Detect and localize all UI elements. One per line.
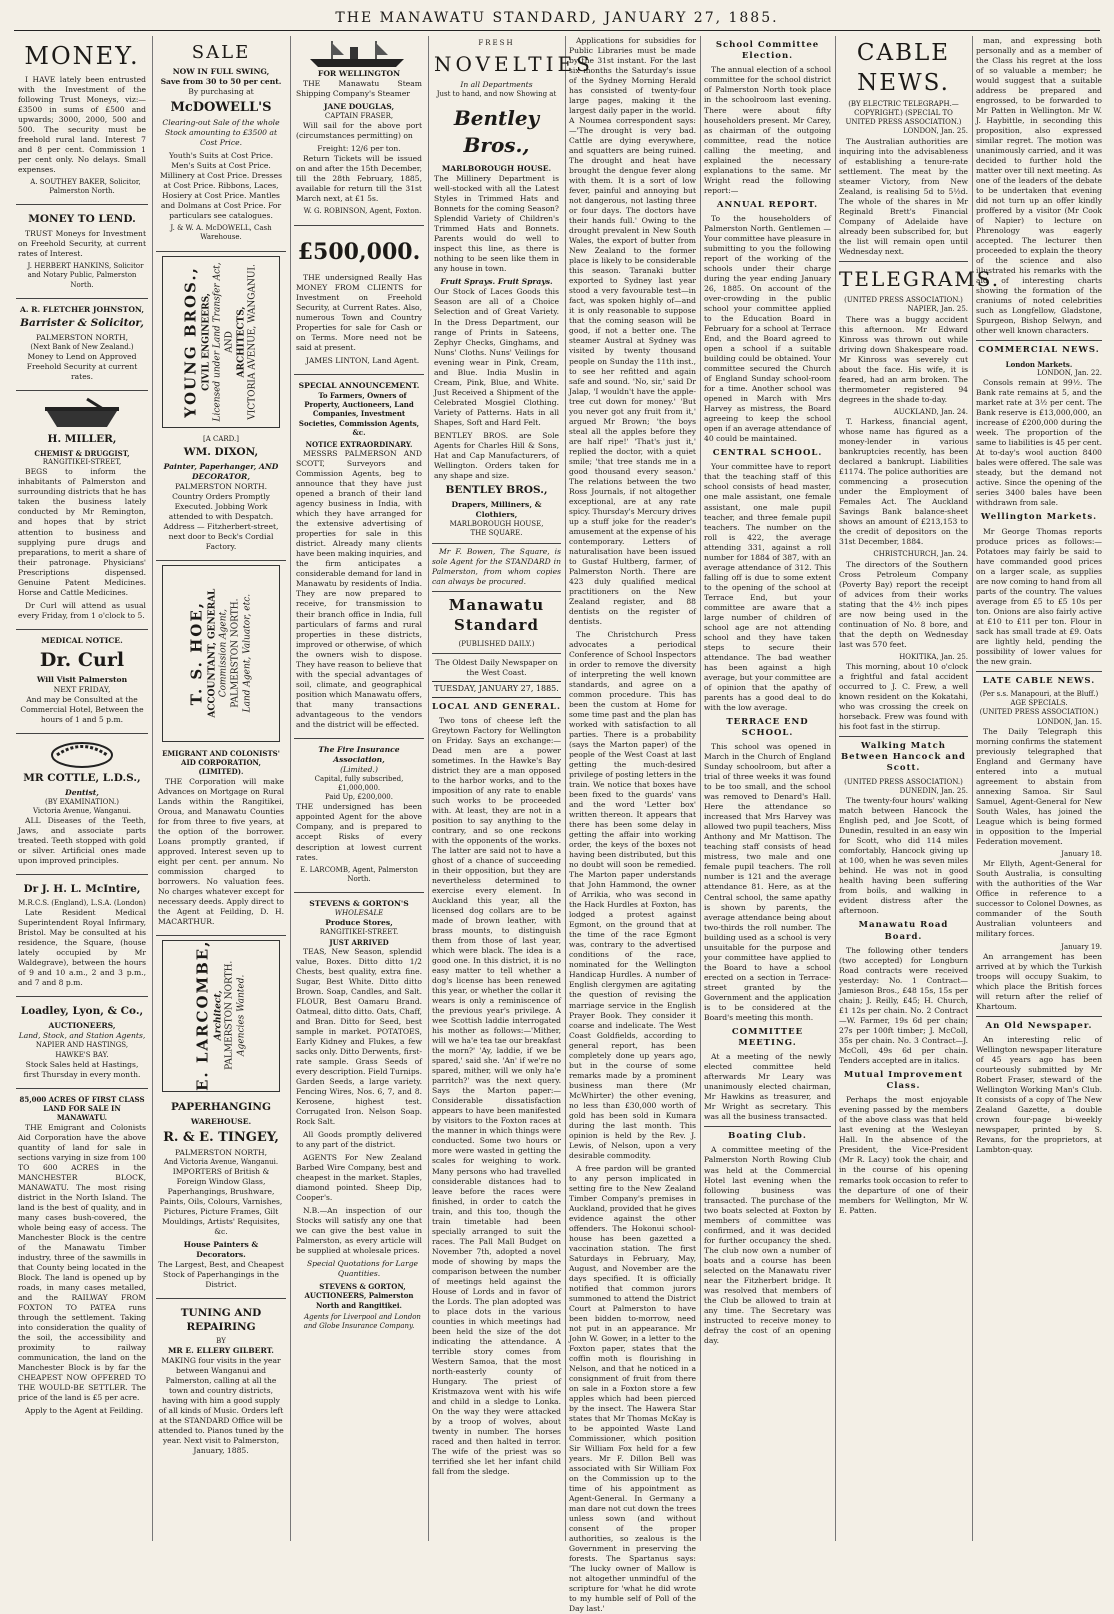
column-3 <box>294 36 424 1541</box>
ad-fletcher <box>16 302 148 391</box>
ad-arrived: JUST ARRIVED <box>329 937 389 947</box>
column-rule <box>428 36 429 1541</box>
dentures-illustration <box>47 740 117 770</box>
article-body: An interesting relic of Wellington newspaper literature of 45 years ago has been courteously submitted by Mr Robert Fraser, steward of the Wellington Working Man's Club. It consists of a copy of The New Zealand Gazette, a double crown four-page bi-weekly newspaper, printed by S. Revans, for the proprietors, at Lambton-quay. <box>976 1035 1102 1155</box>
ad-place: PALMERSTON NORTH, <box>35 332 129 342</box>
section-title: Boating Club. <box>728 1131 807 1142</box>
ad-notice-title: NOTICE EXTRAORDINARY. <box>305 440 413 450</box>
ad-subtitle: AUCTIONEERS, <box>48 1021 116 1031</box>
ad-hoe <box>162 565 280 742</box>
masthead: THE MANAWATU STANDARD, JANUARY 27, 1885. <box>335 10 779 26</box>
ad-subtitle: To Farmers, Owners of Property, Auctioneers, Land Companies, Investment Societies, Commission Agents, &c. <box>298 390 420 437</box>
section-title: Manawatu Road Board. <box>858 920 949 942</box>
ad-tag: House Painters & Decorators. <box>183 1240 259 1260</box>
column-rule <box>972 36 973 1541</box>
ad-title: SPECIAL ANNOUNCEMENT. <box>298 380 420 390</box>
ad-drapers: Drapers, Milliners, & Clothiers, <box>451 499 542 519</box>
ad-body: Country Orders Promptly Executed. Jobbing Work attended to with Despatch. Address — Fitzherbert-street, next door to Beck's Cordial Factory. <box>163 491 279 551</box>
section-title: An Old Newspaper. <box>985 1020 1093 1031</box>
article-body: Your committee have to report that the teaching staff of this school consists of head master, one male assistant, one female assistant, one male pupil teacher, and three female pupil teachers. The number on the roll is 422, the average attending 331, against a roll number for 1884 of 387, with an average attendance of 312. This falling off is due to some extent to the opening of the school at Terrace End, but your committee are aware that a large number of children of school age are not attending school and they have taken steps to secure their attendance. The bad weather has been against a high average, but your committee are of opinion that the apathy of parents has a good deal to do with the low average. <box>704 462 831 712</box>
section-sub: (UNITED PRESS ASSOCIATION.) <box>844 296 963 305</box>
article-body: The Australian authorities are inquiring into the advisableness of establishing a tenure-rate settlement. The meat by the steamer Victory, from New Zealand, is realising 5d to 5½d. The whole of the shares in Mr Reginald Brett's Financial Company of Adelaide have already been subscribed for, but the list will remain open until Wednesday next. <box>839 136 968 256</box>
ad-line: Commission Agent, <box>219 609 230 698</box>
dateline: CHRISTCHURCH, Jan. 24. <box>873 550 968 559</box>
dateline: LONDON, Jan. 22. <box>1036 368 1102 377</box>
article-body: Two tons of cheese left the Greytown Factory for Wellington on Friday. Says an exchange:—Dead men are a power sometimes. In the Hawke's Bay district they are a man opposed to the harbor works, and to the imposition of any rate to enable such works to be proceeded with. At least, they are not in a position to say anything to the contrary, and so one reckons with the opponents of the works. The latter are said not to have a ghost of a chance of succeeding in their opposition, but they are nevertheless determined to exercise every element. In Auckland this year, all the licensed dog collars are to be made of brown leather, with brass mounts, to distinguish them from those of last year, which were black. The idea is a good one. In this district, it is no easy matter to tell whether a dog's license has been renewed this year, or whether the collar it wears is only a reminiscence of the previous year's privilege. A wee Scottish laddie interrogated his mother as follows:—'Mither, will we ha'e tea tae our breakfast the morn?' 'Ay, laddie, if we be spared,' said she. 'An' if we're no spared, mither, will we only ha'e parritch?' was the next query. Says the Marton paper:—Considerable dissatisfaction appears to have been manifested by visitors to the Foxton races at the manner in which things were conducted. Some two hours or more were wasted in getting the scales for weighing to work. Many persons who had travelled considerable distances had to leave before the races were finished, in order to catch the train, and this too, though the train timetable had been specially arranged to suit the races. The Pall Mall Budget on November 7th, adopted a novel mode of showing by maps the comparison between the number of meetings held against the House of Lords and in favor of the Lords. The plan adopted was to place dots in the various counties in which meetings had been held the size of the dot indicating the attendance. A terrible story comes from Western Samoa, that the most north-easterly county of Hungary. The priest of Kristmazova went with his wife and child in a sledge to Lonka. On the way they were attacked by a troop of wolves, about twenty in number. The horses raced and then halted in terror. The wife of the priest was so terrified she let her infant child fall from the sledge. <box>432 715 561 1476</box>
ad-line: PALMERSTON NORTH. <box>224 961 235 1071</box>
ad-body: THE undersigned has been appointed Agent for the above Company, and is prepared to accept Risks of every description at lowest current rates. <box>296 802 422 862</box>
ad-line: CIVIL ENGINEERS, <box>201 292 212 391</box>
ad-lend <box>16 208 148 299</box>
article-body: Applications for subsidies for Public Libraries must be made by the 31st instant. For the last six months the Saturday's issue of the Sydney Morning Herald has consisted of twenty-four large pages, making it the largest daily paper in the world. A Noumea correspondent says:—'The drought is very bad. Cattle are dying everywhere, and squatters are being ruined. The drought and heat have brought the dengue fever along with them. It is a sort of low fever, painful and annoying but not dangerous, not lasting three or four days. The doctors have their hands full.' Owing to the drought prevalent in New South Wales, the export of butter from New Zealand to the former place is likely to be considerable this season. Taranaki butter exported to Sydney last year stood a very favourable test—in fact, was spoken highly of—and it is only reasonable to suppose that the coming season will be good, if not a better one. The steamer Austral at Sydney was visited by twenty thousand people on Sunday the 11th inst., to see her refitted and again safe and sound. 'No, sir,' said Dr Jalap, 'I wouldn't have the apple-tree cut down for money.' 'But you never got any fruit from it,' argued Mr Brown; 'the boys steal all the apples before they are half ripe!' 'That's just it,' replied the doctor, with a quiet smile; 'that tree stands me in a good thousand every season.' The relations between the two Ross Journals, if not altogether exceptional, are at any rate spicy. Thursday's Mercury drives up a stuff joke for the reader's amusement at the expense of his contemporary. Letters of naturalisation have been issued to Gustaf Hultberg, farmer, of Palmerston North. There are 423 duly qualified medical practitioners on the New Zealand register, and 88 dentists on the register of dentists. <box>569 36 696 626</box>
section-rule <box>976 1016 1102 1017</box>
column-1 <box>16 36 148 1541</box>
ad-stores: Produce Stores, <box>325 918 393 928</box>
ad-title: WM. DIXON, <box>183 445 259 458</box>
ad-title: YOUNG BROS., <box>182 265 201 418</box>
article-body: The annual election of a school committee for the school district of Palmerston North took place in the schoolroom last evening. There were about fifty householders present. Mr Carey, as chairman of the outgoing committee, read the notice calling the meeting, and explained the necessary explanations to the same. Mr Wright read the following report:— <box>704 65 831 195</box>
dateline: LONDON, Jan. 25. <box>902 127 968 136</box>
column-rule <box>835 36 836 1541</box>
ad-line: ARCHITECTS, <box>236 306 247 378</box>
ad-gilbert <box>156 1302 286 1464</box>
article-body: A committee meeting of the Palmerston North Rowing Club was held at the Commercial Hotel last evening when the following business was transacted. The purchase of the two boats selected at Foxton by members of committee was confirmed, and it was decided for further occupancy the shed. The club now own a number of boats and a course has been selected on the Manawatu river near the Fitzherbert bridge. It was resolved that members of the Club be allowed to train at any time. The Secretary was instructed to receive money to defray the cost of an opening day. <box>704 1145 831 1345</box>
section-rule <box>432 591 561 592</box>
ad-signature: J. & W. A. McDOWELL, Cash Warehouse. <box>170 224 272 242</box>
ad-fire <box>294 742 424 893</box>
sub-title: ANNUAL REPORT. <box>716 199 819 210</box>
ad-line: ACCOUNTANT, GENERAL <box>207 588 218 718</box>
article-body: The twenty-four hours' walking match between Hancock the English ped, and Joe Scott, of Dunedin, resulted in an easy win for Scott, who did 114 miles comfortably, Hancock giving up at 100, when he was seven miles behind. He was not in good health having been suffering from boils, and walking in evident distress after the afternoon. <box>839 796 968 916</box>
ad-title: A. R. FLETCHER JOHNSTON, <box>19 304 145 314</box>
ad-body: And may be Consulted at the Commercial Hotel, Between the hours of 1 and 5 p.m. <box>20 694 144 724</box>
ad-special <box>294 378 424 739</box>
ad-place: Victoria Avenue, Wanganui. <box>33 806 131 815</box>
ad-body: BEGS to inform the inhabitants of Palmerston and surrounding districts that he has taken the business lately conducted by Mr Remington, and hopes that by strict attention to business and supplying pure drugs and preparations, to merit a share of their patronage. Physicians' Prescriptions dispensed. Genuine Patent Medicines. Horse and Cattle Medicines. <box>18 467 146 597</box>
section-title: School Committee Election. <box>715 40 820 62</box>
ad-title: £500,000. <box>297 238 421 265</box>
ad-title: Loadley, Lyon, & Co., <box>20 1005 144 1018</box>
ad-body: THE Emigrant and Colonists Aid Corporation have the above quantity of land for sale in sections varying in size from 100 TO 600 ACRES in the MANCHESTER BLOCK, MANAWATU. The most rising district in the North Island. The land is the best of quality, and in many cases bush-covered, the whole being easy of access. The Manchester Block is the centre of the Manawatu Timber industry, three of the sawmills in that County being located in the Block. The land is opened up by roads, in many cases metalled, and the RAILWAY FROM FOXTON TO PATEA runs through the settlement. Taking into consideration the quality of the soil, the accessibility and proximity to railway communication, the land on the Manchester Block is by far the CHEAPEST NOW OFFERED TO THE WOULD-BE SETTLER. The price of the land is £5 per acre. <box>18 1122 146 1402</box>
ad-title: Dr J. H. L. McIntire, <box>23 883 141 896</box>
ad-subtitle: WHOLESALE <box>334 909 384 918</box>
ad-square: THE SQUARE. <box>470 528 523 537</box>
ad-title: The Fire Insurance Association, <box>318 744 400 764</box>
ad-agents: AGENTS For New Zealand Barbed Wire Company, best and cheapest in the market. Staples, diamond pointed. Sheep Dip, Cooper's. <box>296 1153 422 1203</box>
section-rule <box>839 736 968 737</box>
ad-body: Stock Sales held at Hastings, first Thursday in every month. <box>23 1059 141 1079</box>
article-body: At a meeting of the newly elected committee held afterwards Mr Leary was unanimously elected chairman, Mr Hawkins as treasurer, and Mr Wright as secretary. This was all the business transacted. <box>704 1052 831 1122</box>
ad-body: Late Resident Medical Superintendent Royal Infirmary, Bristol. May be consulted at his residence, the Square, (house lately occupied by Mr Waldegrave), between the hours of 9 and 10 a.m., 2 and 3 p.m., and 7 and 8 p.m. <box>18 908 146 988</box>
dateline: NAPIER, Jan. 25. <box>907 305 968 314</box>
ad-signature: A. SOUTHEY BAKER, Solicitor, Palmerston North. <box>30 177 141 196</box>
ad-note: Dr Curl will attend as usual every Friday, from 1 o'clock to 5. <box>18 600 146 620</box>
article-body: There was a buggy accident this afternoon. Mr Edward Kinross was thrown out while driving down Shakespeare road. Mr Kinross was severely cut about the face. His wife, it is feared, had an arm broken. The thermometer registered 94 degrees in the shade to-day. <box>839 314 968 404</box>
ad-street: RANGITIKEI-STREET, <box>42 458 122 467</box>
ad-signature: Apply to the Agent at Feilding. <box>25 1405 144 1415</box>
ad-house: MARLBOROUGH HOUSE. <box>441 164 552 174</box>
section-title: COMMERCIAL NEWS. <box>978 345 1100 356</box>
section-sub: (BY ELECTRIC TELEGRAPH.—COPYRIGHT.) (SPECIAL TO UNITED PRESS ASSOCIATION.) <box>845 99 962 127</box>
ad-body-2: The Largest, Best, and Cheapest Stock of Paperhangings in the District. <box>158 1260 284 1290</box>
article-body: To the householders of Palmerston North. Gentlemen — Your committee have pleasure in submitting to you the following report of the working of the schools under their charge during the year ending January 26, 1885. On account of the over-crowding in the public school your committee applied to the Education Board in February for a school at Terrace End, and the Board agreed to open a school if a suitable building could be obtained. Your committee secured the Church of England Sunday school-room for a time. Another school was opened in March with Mrs Harvey as mistress, the Board agreeing to keep the school open if an average attendance of 40 could be maintained. <box>704 213 831 444</box>
section-title: Walking Match Between Hancock and Scott. <box>840 741 966 774</box>
ad-emigrant <box>156 746 286 936</box>
ad-signature: E. LARCOMB, Agent, Palmerston North. <box>300 865 418 883</box>
ad-title: H. MILLER, <box>47 433 117 446</box>
column-4 <box>432 36 594 1541</box>
ad-body: THE Corporation will make Advances on Mortgage on Rural Lands within the Rangitikei, Oroua, and Manawatu Counties for from three to five years, at the option of the borrower. Loans promptly granted, if approved. Interest seven up to eight per cent. per annum. No commission charged to borrowers. No valuation fees. No charges whatever except for necessary deeds. Apply direct to the Agent at Feilding, D. H. MACARTHUR. <box>158 776 284 926</box>
ad-title: PAPERHANGING <box>170 1100 271 1113</box>
dateline: DUNEDIN, Jan. 25. <box>899 786 968 795</box>
ad-sub-place: And Victoria Avenue, Wanganui. <box>163 1157 279 1166</box>
ad-line: Architect, <box>213 990 224 1041</box>
ad-linton <box>294 229 424 375</box>
ad-name: Bentley Bros., <box>453 106 540 157</box>
ad-subtitle: Painter, Paperhanger, AND DECORATOR, <box>163 461 279 481</box>
ad-title: T. S. HOE, <box>187 601 206 706</box>
ad-body: I HAVE lately been entrusted with the Investment of the following Trust Moneys, viz:— £3500 in sums of £500 and upwards; 3000, 2000, 500 and 500. The security must be freehold rural land. Interest 7 and 8 per cent. Commission 1 per cent only. No delays. Small expenses. <box>18 74 146 174</box>
ad-by: BY <box>216 1336 226 1345</box>
ad-agents: BENTLEY BROS. are Sole Agents for Charles Hill & Sons, Hat and Cap Manufacturers, of Wellington. Orders taken for any shape and size. <box>434 430 559 480</box>
ad-mcintire <box>16 878 148 997</box>
article-body: An arrangement has been arrived at by which the Turkish troops will occupy Suakim, to which place the British forces will return after the relief of Khartoum. <box>976 951 1102 1011</box>
ad-body: THE undersigned Really Has MONEY FROM CLIENTS for Investment on Freehold Security, at Current Rates. Also, numerous Town and Country Properties for sale for Cash or on Terms. More need not be said at present. <box>296 272 422 352</box>
ad-subtitle: CHEMIST & DRUGGIST, <box>34 448 130 458</box>
column-rule <box>700 36 701 1541</box>
ad-place: NAPIER AND HASTINGS, HAWKE'S BAY. <box>35 1041 129 1059</box>
ad-subtitle: (Limited.) <box>340 764 378 774</box>
ad-save: Save from 30 to 50 per cent. <box>160 76 282 86</box>
ad-body: MAKING four visits in the year between Wanganui and Palmerston, calling at all the town and country districts, having with him a good supply of all kinds of Music. Orders left at the STANDARD Office will be attended to. Pianos tuned by the year. Next visit to Palmerston, January, 1885. <box>158 1356 284 1456</box>
masthead-rule <box>14 30 1100 31</box>
section-rule <box>704 1126 831 1127</box>
ad-line: PALMERSTON NORTH. <box>230 598 241 708</box>
ad-title: MR COTTLE, L.D.S., <box>23 771 141 784</box>
ad-title: NOVELTIES <box>434 52 594 77</box>
section-sub: (UNITED PRESS ASSOCIATION.) <box>844 777 963 786</box>
ad-bentley <box>432 36 594 544</box>
ad-stevens <box>294 896 424 1339</box>
published-daily: (PUBLISHED DAILY.) <box>458 639 535 648</box>
ad-subtitle: Will Visit Palmerston <box>36 674 128 684</box>
dateline: January 19. <box>1061 942 1102 951</box>
ad-captain: CAPTAIN FRASER, <box>324 112 394 121</box>
section-title: TELEGRAMS. <box>839 266 1001 291</box>
ad-address: (Next Bank of New Zealand.) <box>30 342 134 351</box>
article-body: Mr Ellyth, Agent-General for South Australia, is consulting with the authorities of the War Office in reference to a successor to Colonel Downes, as commander of the South Australian volunteers and military forces. <box>976 859 1102 939</box>
ad-quote: Special Quotations for Large Quantities. <box>306 1259 419 1279</box>
section-rule <box>432 653 561 654</box>
article-body: Mr George Thomas reports produce prices as follows:—Potatoes may fairly be said to have commanded good prices on a larger scale, as supplies are now coming to hand from all parts of the country. The values average from £5 to £5 10s per ton. Onions are also fairly active at £10 to £11 per ton. Flour in sack has small trade at £9. Oats are lightly held, pending the possibility of lower values for the new grain. <box>976 526 1102 666</box>
section-title: Mutual Improvement Class. <box>843 1069 964 1092</box>
column-rule <box>565 36 566 1541</box>
ad-title: SALE <box>191 42 251 63</box>
section-title: Wellington Markets. <box>980 512 1098 523</box>
ad-headline: Dr. Curl <box>39 648 125 671</box>
ad-line: Land Agent, Valuator, etc. <box>242 594 253 713</box>
ad-title: MONEY TO LEND. <box>28 213 136 226</box>
steamship-illustration <box>304 39 414 69</box>
ad-title: STEVENS & GORTON'S <box>309 899 409 908</box>
section-sub: London Markets. <box>1005 359 1073 369</box>
ad-name: MR E. ELLERY GILBERT. <box>168 1346 274 1356</box>
ad-line: Agencies Wanted. <box>236 975 247 1057</box>
ad-fresh: FRESH <box>478 39 515 47</box>
column-7 <box>839 36 1001 1541</box>
section-sub: (UNITED PRESS ASSOCIATION.) <box>979 708 1099 717</box>
ad-line: Land, Stock, and Station Agents, <box>18 1031 146 1041</box>
article-body: This school was opened in March in the Church of England Sunday schoolroom, but after a trial of three weeks it was found to be too small, and the school was removed to Denard's Hall. Here the attendance so increased that Mrs Harvey was allowed two pupil teachers, Miss Anthony and Mr Mattison. The teaching staff consists of head mistress, two male and one female pupil teachers. The roll number is 121 and the average attendance 81. Here, as at the Central school, the same apathy is shown by parents, the average attendance being about two-thirds the roll number. The building used as a school is very unsuitable for the purpose and your committee have applied to the Board to have a school erected on a section in Terrace-street granted by the Government and the application is to be considered at the Board's meeting this month. <box>704 742 831 1022</box>
ad-when: NEXT FRIDAY, <box>53 684 111 694</box>
ad-young-bros <box>162 256 280 428</box>
ad-signature: W. G. ROBINSON, Agent, Foxton. <box>303 207 422 216</box>
ad-note: All Goods promptly delivered to any part of the district. <box>296 1130 422 1150</box>
ad-exam: (BY EXAMINATION.) <box>44 797 120 806</box>
article-body: A free pardon will be granted to any person implicated in setting fire to the New Zealand Timber Company's premises in Auckland, provided that he gives evidence against the other offenders. The Hokonui school-house has been gazetted a vaccination station. The first Saturdays in February, May, August, and November are the days specified. It is officially notified that common jurors summoned to attend the District Court at Palmerston to have been bidden to-morrow, need not put in an appearance. Mr John W. Gower, in a letter to the Foxton paper, states that the coffin moth is flourishing in Nelson, and that he noticed in a consignment of fruit from there on sale in a Foxton store a few apples which had been pierced by the insect. The Hawera Star states that Mr Thomas McKay is to be appointed Waste Land Commissioner, which position Sir William Fox held for a few years. Mr F. Dillon Bell was associated with Sir William Fox on the Commission up to the time of his appointment as Agent-General. In Germany a man dare not cut down the trees unless sown (and without consent of the proper authorities, so zealous is the Government in preserving the forests. The Spartanus says: 'The lucky owner of Mallow is not altogether unmindful of the scripture for 'what he did wrote to my humble self of Poll of the Day last.' <box>569 1163 696 1614</box>
ad-tingey <box>156 1096 286 1299</box>
ad-body: IMPORTERS of British & Foreign Window Glass, Paperhangings, Brushware, Paints, Oils, Colours, Varnishes, Pictures, Picture Frames, Gilt Mouldings, Artists' Requisites, &c. <box>159 1167 283 1237</box>
ad-cottle <box>16 737 148 875</box>
ad-ship-name: JANE DOUGLAS, <box>323 102 395 112</box>
ad-name-2: BENTLEY BROS., <box>445 483 548 496</box>
ad-signature: STEVENS & GORTON, AUCTIONEERS, Palmerston North and Rangitikei. <box>304 1282 414 1310</box>
ad-subtitle: M.R.C.S. (England), L.S.A. (London) <box>18 899 146 908</box>
ad-body: ALL Diseases of the Teeth, Jaws, and associate parts treated. Teeth stopped with gold or silver. Artificial ones made upon improved principles. <box>18 816 146 866</box>
agent-notice: Mr F. Bowen, The Square, is sole Agent for the STANDARD in Palmerston, from whom copies can always be procured. <box>432 547 561 587</box>
ad-title: 85,000 ACRES OF FIRST CLASS LAND FOR SALE IN MANAWATU. <box>19 1094 145 1123</box>
ad-place: PALMERSTON NORTH, <box>174 1147 268 1157</box>
ad-dixon <box>156 432 286 561</box>
dateline: HOKITIKA, Jan. 25. <box>899 652 968 661</box>
article-body: The following other tenders (two accepted) for Longburn Road contracts were received yesterday: No. 1 Contract—Jamieson Bros., £48 15s, 15s per chain; J. Reilly, £45; H. Church, £1 12s per chain. No. 2 Contract—W. Farmer, 19s 6d per chain; 27s per 100ft timber; J. McColl, 35s per chain. No. 3 Contract—J. McColl, 49s 6d per chain. Tenders accepted are in italics. <box>839 945 968 1065</box>
ad-sale <box>156 36 286 252</box>
ad-body-2: Will sail for the above port (circumstances permitting) on <box>296 121 422 141</box>
ad-footer: Agents for Liverpool and London and Globe Insurance Company. <box>303 1312 421 1331</box>
ad-body: TRUST Moneys for Investment on Freehold Security, at current rates of Interest. <box>18 229 146 259</box>
ad-sprays: Fruit Sprays. Fruit Sprays. <box>440 277 553 287</box>
ad-body: Money to Lend on Approved Freehold Security at current rates. <box>26 352 138 382</box>
column-2 <box>156 36 286 1541</box>
article-body: Consols remain at 99½. The Bank rate remains at 5, and the market rate at 3½ per cent. The Bank reserve is £13,000,000, an increase of £200,000 during the week. The proportion of the same to liabilities is 45 per cent. At to-day's wool auction 8400 bales were offered. The sale was steady, but the demand not active. Since the opening of the series 3400 bales have been withdrawn from sale. <box>976 378 1102 508</box>
ad-title: EMIGRANT AND COLONISTS' AID CORPORATION, (LIMITED). <box>162 748 280 777</box>
ad-title: MEDICAL NOTICE. <box>41 635 123 645</box>
column-8 <box>976 36 1102 1541</box>
ad-depts: In all Departments <box>460 80 533 90</box>
ad-subtitle: Dentist, <box>65 787 99 797</box>
paper-title: Manawatu Standard <box>448 596 545 634</box>
ad-signature: J. HERBERT HANKINS, Solicitor and Notary Public, Palmerston North. <box>27 262 144 289</box>
ad-body: Clearing-out Sale of the whole Stock amounting to £3500 at Cost Price. <box>162 117 280 147</box>
ad-line: AND <box>224 330 235 353</box>
column-5 <box>569 36 696 1614</box>
section-rule <box>976 340 1102 341</box>
ad-body: The Millinery Department is well-stocked with all the Latest Styles in Trimmed Hats and Bonnets for the coming Season? Splendid Variety of Children's Trimmed Hats and Bonnets. Parents would do well to inspect this line, as there is nothing to be seen like them in any house in town. <box>434 174 559 274</box>
ad-items: TEAS, New Season, splendid value, Boxes. Ditto ditto 1/2 Chests, best quality, extra fine. Sugar, Best White. Ditto ditto Brown. Soap, Candles, and Salt. FLOUR, Best Oamaru Brand. Oatmeal, ditto ditto. Oats, Chaff, and Bran. Ditto for Seed, best sample in market. POTATOES, Early Kidney and Flukes, a few sacks only. Ditto Derwents, first-rate sample. Grass Seeds of every description. Field Turnips. Garden Seeds, a large variety. Fencing Wires, Nos. 6, 7, and 8. Kerosene, highest test. Corrugated Iron. Nelson Soap. Rock Salt. <box>296 946 422 1126</box>
ad-title: MONEY. <box>24 42 140 70</box>
article-body: The directors of the Southern Cross Petroleum Company (Poverty Bay) report the receipt of advices from their works stating that the 4½ inch pipes are now being used in the continuation of No. 8 bore, and that the depth on Wednesday last was 570 feet. <box>839 559 968 649</box>
ad-subtitle: WAREHOUSE. <box>190 1116 252 1126</box>
ad-larcombe <box>162 940 280 1092</box>
ad-place: PALMERSTON NORTH. <box>174 481 268 491</box>
ad-money <box>16 36 148 205</box>
ad-miller <box>16 394 148 630</box>
ad-ship <box>294 36 424 226</box>
ad-loadley <box>16 1000 148 1088</box>
article-body: The Daily Telegraph this morning confirms the statement previously telegraphed that England and Germany have entered into a mutual agreement to abstain from annexing Samoa. Sir Saul Samuel, Agent-General for New South Wales, has joined the League which is being formed in opposition to the Imperial Federation movement. <box>976 726 1102 847</box>
ad-capital: Capital, fully subscribed, £1,000,000. <box>314 774 404 792</box>
ad-nb: N.B.—An inspection of our Stocks will satisfy any one that we can give the best value in Palmerston, as every article will be supplied at wholesale prices. <box>296 1206 422 1256</box>
ad-title: TUNING AND REPAIRING <box>180 1307 262 1334</box>
article-body: The Christchurch Press advocates a periodical Conference of School Inspectors in order to remove the diversity of interpreting the well known standards, and agree on a common procedure. This has been the custom at Home for some time past and the plan has worked with satisfaction to all parties. There is a probability (says the Marton paper) of the people of the West Coast at last getting the much-desired privilege of posting letters in the train. We notice that boxes have been fixed to the guards' vans and the word 'Letter box' written thereon. It appears that there has been some delay in getting the affair into working order, the keys of the boxes not having been distributed, but this no doubt will soon be remedied. The Marton paper understands that John Hammond, the owner of Arrikia, who was second in the Hack Hurdles at Foxton, has lodged a protest against Egmont, on the ground that at the time of the race Egmont was, contrary to the advertised conditions of the race, nominated for the Wellington Handicap Hurdles. A number of English clergymen are agitating the question of revising the marriage service in the English Prayer Book. They consider it coarse and indelicate. The West Coast Goldfields, according to general report, has been completely done up years ago, but in the course of some remarks made by a prominent business man there (Mr McWhirter) the other evening, no less than £30,000 worth of gold has been sold in Kumara during the last month. This opinion is held by the Rev. J. Lewis, of Nelson, upon a very desirable commodity. <box>569 629 696 1160</box>
article-body: Perhaps the most enjoyable evening passed by the members of the above class was that held last evening at the Wesleyan Hall. In the absence of the President, the Vice-President (Mr R. Lacy) took the chair, and in the course of his opening remarks took occasion to refer to the departure of one of their members for Wellington, Mr W. E. Patten. <box>839 1095 968 1215</box>
ad-signature: JAMES LINTON, Land Agent. <box>305 355 420 365</box>
article-body: man, and expressing both personally and as a member of the Class his regret at the loss of so valuable a member; he would suggest that a suitable address be prepared and engrossed, to be forwarded to Mr Patten in Wellington. Mr W. J. Haybittle, in seconding this proposition, also expressed similar regret. The motion was unanimously carried, and it was decided to further hold the matter over till next meeting. As one of the leaders of the debate to be undertaken that evening did not turn up an offer kindly proffered by a visitor (Mr Cook of Napier) to lecture on Phrenology was eagerly accepted. The lecturer then proceeded to explain the theory of the science and also illustrated his remarks with the aid of interesting charts showing the formation of the craniums of noted celebrities such as Longfellow, Gladstone, Spurgeon, Bishop Selwyn, and other well known characters. <box>976 36 1102 336</box>
section-title: LATE CABLE NEWS. <box>982 675 1096 686</box>
ad-body-3: Return Tickets will be issued on and after the 15th December, till the 28th February, 1885, available for return till the 31st March next, at £1 5s. <box>296 154 422 204</box>
oldest-daily: The Oldest Daily Newspaper on the West Coast. <box>435 658 558 678</box>
dateline: AUCKLAND, Jan. 24. <box>893 407 968 416</box>
section-rule <box>839 261 968 262</box>
ad-acres <box>16 1092 148 1424</box>
section-title: LOCAL AND GENERAL. <box>432 701 561 712</box>
section-title: CABLE NEWS. <box>856 40 951 97</box>
ad-title: FOR WELLINGTON <box>317 69 401 78</box>
ad-subtitle: Barrister & Solicitor, <box>20 316 144 329</box>
column-rule <box>152 36 153 1541</box>
ad-freight: Freight: 12/6 per ton. <box>317 144 401 154</box>
ad-name: McDOWELL'S <box>170 99 272 115</box>
ad-body: THE Manawatu Steam Shipping Company's Steamer <box>296 79 422 99</box>
article-body: This morning, about 10 o'clock a frightful and fatal accident occurred to J. C. Frew, a well known resident on the Kokatahi, who was crossing the creek on horseback. Frew was found with his foot fast in the stirrup. <box>839 661 968 731</box>
dateline: LONDON, Jan. 15. <box>1036 717 1102 726</box>
ad-title: E. LARCOMBE, <box>193 940 212 1092</box>
dateline: January 18. <box>1061 850 1102 859</box>
sub-title: COMMITTEE MEETING. <box>731 1026 804 1048</box>
ad-body: MESSRS PALMERSON AND SCOTT, Surveyors and Commission Agents, beg to announce that they have just opened a branch of their land agency business in India, with which they have arranged for the extensive advertising of properties for sale in this district. Already many clients have been making inquiries, and the firm anticipates a considerable demand for land in Manawatu by residents of India. They are now prepared to receive, for transmission to their branch office in India, full particulars of farms and rural properties in these districts, improved or otherwise, of which the owners wish to dispose. They have reason to believe that with the special advantages of soil, climate, and geographical position which Manawatu offers, that many transactions advantageous to the vendors and the district will be effected. <box>296 449 422 729</box>
ad-card: [A CARD.] <box>202 434 239 443</box>
ad-by: By purchasing at <box>188 86 254 96</box>
ad-line: VICTORIA AVENUE, WANGANUI. <box>248 263 259 420</box>
ad-items: Youth's Suits at Cost Price. Men's Suits at Cost Price. Millinery at Cost Price. Dresses at Cost Price. Ribbons, Laces, Hosiery at Cost Price. Mantles and Dolmans at Cost Price. For particulars see catalogues. <box>159 151 283 221</box>
mortar-pestle-illustration <box>37 397 127 431</box>
ad-opened: Just to hand, and now Showing at <box>436 90 557 99</box>
column-rule <box>290 36 291 1541</box>
section-sub: (Per s.s. Manapouri, at the Bluff.) AGE SPECIALS. <box>979 690 1099 708</box>
ad-house-2: MARLBOROUGH HOUSE, <box>449 519 544 528</box>
ad-stock: Our Stock of Laces Goods this Season are all of a Choice Selection and of Great Variety. In the Dress Department, our range of Prints in Sateens, Zephyr Checks, Ginghams, and Nuns' Cloths. Nuns' Veilings for evening wear in Pink, Cream, and Blue. India Muslin in Cream, Pink, Blue, and White. Just Received a Shipment of the Celebrated Mosgiel Clothing. Variety of Patterns. Hats in all Shapes, Soft and Hard Felt. <box>434 287 559 427</box>
column-6 <box>704 36 831 1541</box>
ad-street: RANGITIKEI-STREET. <box>319 928 399 937</box>
sub-title: CENTRAL SCHOOL. <box>712 448 823 459</box>
ad-paid: Paid Up, £200,000. <box>325 793 393 802</box>
ad-name: R. & E. TINGEY, <box>163 1129 279 1145</box>
ad-subtitle: NOW IN FULL SWING, <box>172 66 270 76</box>
dateline: TUESDAY, JANUARY 27, 1885. <box>432 681 561 698</box>
section-rule <box>976 671 1102 672</box>
ad-line: Licensed under Land Transfer Act, <box>213 262 224 422</box>
sub-title: TERRACE END SCHOOL. <box>726 716 809 739</box>
article-body: T. Harkess, financial agent, whose name has figured as a money-lender in various bankruptcies recently, has been declared a bankrupt. Liabilities £1174. The police authorities are commencing a prosecution under the Employment of Females Act. The Auckland Savings Bank balance-sheet shows an amount of £213,153 to the credit of depositors on the 31st December, 1884. <box>839 417 968 547</box>
ad-curl <box>16 633 148 734</box>
